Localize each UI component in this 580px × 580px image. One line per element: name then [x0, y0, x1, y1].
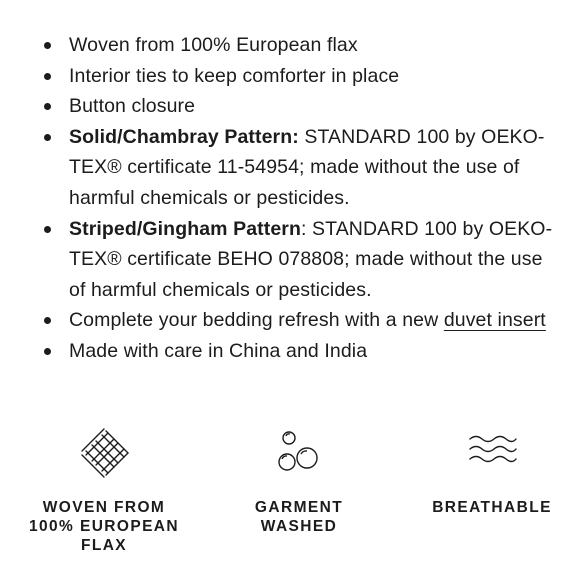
list-item	[0, 305, 580, 336]
list-item-text: Woven from 100% European flax	[69, 34, 358, 56]
list-item-heading: Solid/Chambray Pattern:	[69, 125, 299, 148]
feature-woven-flax	[29, 425, 179, 555]
duvet-insert-link[interactable]: duvet insert	[443, 309, 546, 332]
feature-icons-row	[0, 425, 580, 580]
feature-label: WOVEN FROM 100% EUROPEAN FLAX	[29, 499, 179, 554]
list-item-text: STANDARD 100 by OEKO-TEX® certificate 11-54954; made without the use of harmful chemicals or pesticides.	[69, 125, 545, 209]
list-item	[0, 214, 580, 306]
bullet-dot	[44, 103, 51, 110]
bullet-dot	[44, 317, 51, 324]
bullet-dot	[44, 348, 51, 355]
bullet-dot	[44, 73, 51, 80]
feature-label: GARMENT WASHED	[254, 499, 344, 535]
list-item	[0, 336, 580, 367]
list-item-text: Button closure	[69, 95, 196, 118]
list-item-text: Complete your bedding refresh with a new	[69, 309, 444, 332]
list-item	[0, 122, 580, 214]
feature-garment-washed	[224, 425, 374, 536]
list-item-heading: Striped/Gingham Pattern	[69, 217, 301, 240]
bullet-dot	[44, 134, 51, 141]
list-item-text: Made with care in China and India	[69, 339, 368, 362]
wavy-lines-icon	[462, 425, 522, 481]
list-item	[0, 30, 580, 61]
bullet-dot	[44, 226, 51, 233]
bullet-dot	[44, 42, 51, 49]
list-item-text: : STANDARD 100 by OEKO-TEX® certificate BEHO 078808; made without the use of harmful chemicals or pesticides.	[69, 217, 553, 301]
list-item	[0, 91, 580, 122]
feature-label: BREATHABLE	[432, 499, 552, 516]
bubbles-icon	[269, 425, 329, 481]
feature-breathable	[417, 425, 567, 517]
woven-lattice-icon	[74, 425, 134, 481]
list-item	[0, 61, 580, 92]
product-details-list	[0, 30, 580, 367]
list-item-text: Interior ties to keep comforter in place	[69, 64, 400, 87]
